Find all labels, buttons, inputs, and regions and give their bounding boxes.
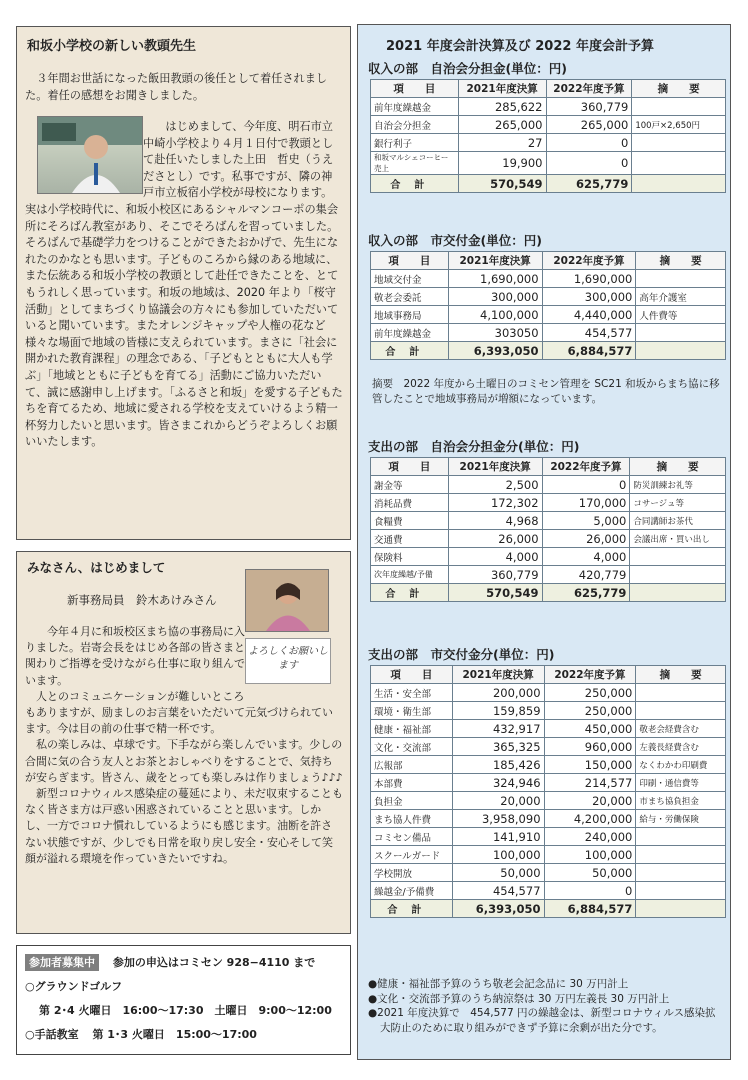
table-cell: 172,302 (448, 494, 542, 512)
principal-body-text: はじめまして、今年度、明石市立中崎小学校より４月１日付で教頭として赴任いたしました上田 哲史（うえださとし）です。私事ですが、隣の神戸市立板宿小学校が母校になります。実は小学校時代に、和坂小校区にあるシャルマンコーポの集会所にそろばん教室があり、そこでそろばんを習っていました。そろばんで基礎学力をつけることができたおかげで、先生になれたのかなとも思います。子どものころから縁のある地域に、また伝統ある和坂小学校の教頭として赴任できたことを、とてもうれしく思っています。和坂の地域は、2020 年より「桜守活動」としてまちづくり協議会の方々にも参加していただいていると聞いています。またオレンジキャップや人権の花など様々な場面で地域の皆様に支えられています。まさに「社会に開かれた教育課程」の理念である、「子どもとともに大人も学ぶ」「地域とともに子どもを育てる」活動にご協力いただいて、誠に感謝申し上げます。「ふるさと和坂」を愛する子どもたちを育てるため、地域に愛される学校を支えていけるよう精一杯努力したいと思います。皆さまこれからどうぞよろしくお願いいたします。 (25, 120, 343, 449)
principal-intro: ３年間お世話になった飯田教頭の後任として着任されました。着任の感想をお聞きしました。 (25, 72, 328, 102)
table-cell: 0 (546, 134, 632, 152)
table-cell: 185,426 (452, 756, 544, 774)
table-cell: 給与・労働保険 (636, 810, 726, 828)
table-cell: 2,500 (448, 476, 542, 494)
table-cell: 4,100,000 (448, 306, 542, 324)
table-cell: 360,779 (448, 566, 542, 584)
table-cell (636, 684, 726, 702)
finance-report (357, 24, 731, 1060)
table-cell (636, 900, 726, 918)
table-row (371, 684, 726, 702)
table-cell (630, 548, 726, 566)
table-cell: 防災訓練お礼等 (630, 476, 726, 494)
table-cell: 高年介護室 (636, 288, 726, 306)
table-cell: 銀行利子 (371, 134, 459, 152)
table-cell: 広報部 (371, 756, 453, 774)
table-row (371, 152, 726, 175)
table-cell: 420,779 (542, 566, 630, 584)
table-cell: 250,000 (544, 702, 636, 720)
table-cell: 100戸×2,650円 (632, 116, 726, 134)
table-row (371, 792, 726, 810)
clerk-title: みなさん、はじめまして (27, 560, 166, 575)
table-cell: 4,000 (542, 548, 630, 566)
table-cell: 26,000 (542, 530, 630, 548)
table-cell: 6,393,050 (448, 342, 542, 360)
table-cell: 4,968 (448, 512, 542, 530)
table-row (371, 810, 726, 828)
clerk-name: 新事務局員 鈴木あけみさん (67, 593, 217, 607)
table-cell (636, 270, 726, 288)
table-cell: 和坂マルシェコーヒー売上 (371, 152, 459, 175)
principal-photo (37, 116, 143, 194)
table-cell (636, 882, 726, 900)
recruit-item: ○手話教室 (25, 1028, 79, 1041)
table-row (371, 306, 726, 324)
table-row (371, 324, 726, 342)
finance-notes (368, 977, 726, 1035)
table-cell: 消耗品費 (371, 494, 449, 512)
table-cell (636, 828, 726, 846)
table-row (371, 98, 726, 116)
expense-city-title: 支出の部 市交付金分(単位：円) (368, 647, 555, 662)
table-header-row: 項 目 2021年度決算 2022年度予算 摘 要 (371, 458, 726, 476)
table-cell: 50,000 (544, 864, 636, 882)
table-row (371, 702, 726, 720)
table-cell (636, 342, 726, 360)
greeting-signature: よろしくお願いします (245, 638, 331, 684)
table-cell: 450,000 (544, 720, 636, 738)
table-cell: 敬老会委託 (371, 288, 449, 306)
table-cell (636, 324, 726, 342)
table-cell: 303050 (448, 324, 542, 342)
recruit-box (16, 945, 351, 1055)
table-cell: 敬老会経費含む (636, 720, 726, 738)
table-row (371, 270, 726, 288)
table-cell: 会議出席・買い出し (630, 530, 726, 548)
table-cell: 合同講師お茶代 (630, 512, 726, 530)
finance-note: ●文化・交流部予算のうち納涼祭は 30 万円左義長 30 万円計上 (368, 992, 670, 1005)
table-cell (630, 584, 726, 602)
recruit-contact: 参加の申込はコミセン 928−4110 まで (112, 956, 316, 969)
table-cell: まち協人件費 (371, 810, 453, 828)
table-cell: 文化・交流部 (371, 738, 453, 756)
table-cell: 432,917 (452, 720, 544, 738)
table-cell: 0 (544, 882, 636, 900)
table-cell (636, 864, 726, 882)
table-cell: 前年度繰越金 (371, 98, 459, 116)
principal-article (16, 26, 351, 540)
table-cell: 159,859 (452, 702, 544, 720)
person-photo-icon (38, 117, 142, 193)
table-header-row: 項 目 2021年度決算 2022年度予算 摘 要 (371, 80, 726, 98)
table-cell: 6,884,577 (542, 342, 636, 360)
table-cell: 19,900 (458, 152, 546, 175)
table-cell: コミセン備品 (371, 828, 453, 846)
table-cell: 1,690,000 (448, 270, 542, 288)
recruit-badge: 参加者募集中 (25, 954, 99, 971)
finance-note: ●2021 年度決算で 454,577 円の繰越金は、新型コロナウィルス感染拡大防止のために取り組みができず予算に余剰が出た分です。 (368, 1007, 716, 1034)
table-cell: 地域事務局 (371, 306, 449, 324)
table-cell: 150,000 (544, 756, 636, 774)
table-cell: 250,000 (544, 684, 636, 702)
table-row (371, 566, 726, 584)
table-cell: 454,577 (452, 882, 544, 900)
table-cell: コサージュ等 (630, 494, 726, 512)
principal-title: 和坂小学校の新しい教頭先生 (27, 39, 197, 54)
table-cell: 214,577 (544, 774, 636, 792)
table-cell: 4,200,000 (544, 810, 636, 828)
table-cell: 625,779 (546, 175, 632, 193)
table-cell: 570,549 (458, 175, 546, 193)
table-cell (632, 152, 726, 175)
table-cell: 保険料 (371, 548, 449, 566)
table-cell: 100,000 (544, 846, 636, 864)
income-jichikai-table (370, 79, 726, 193)
table-cell: 学校開放 (371, 864, 453, 882)
table-row (371, 476, 726, 494)
table-cell: 285,622 (458, 98, 546, 116)
table-cell: 6,884,577 (544, 900, 636, 918)
table-cell: 人件費等 (636, 306, 726, 324)
table-cell: 謝金等 (371, 476, 449, 494)
table-row (371, 738, 726, 756)
finance-title: 2021 年度会計決算及び 2022 年度会計予算 (386, 39, 654, 54)
recruit-schedule: 第 1･3 火曜日 15:00〜17:00 (92, 1028, 257, 1041)
table-cell: 26,000 (448, 530, 542, 548)
table-cell: 合計 (371, 900, 453, 918)
table-header-row: 項 目 2021年度決算 2022年度予算 摘 要 (371, 252, 726, 270)
table-cell: 300,000 (542, 288, 636, 306)
income-city-summary: 摘要 2022 年度から土曜日のコミセン管理を SC21 和坂からまち協に移管したことで地域事務局が増額になっています。 (372, 378, 720, 405)
expense-jichikai-table (370, 457, 726, 602)
table-cell: 食糧費 (371, 512, 449, 530)
table-cell: 324,946 (452, 774, 544, 792)
table-row (371, 288, 726, 306)
table-cell: 20,000 (544, 792, 636, 810)
table-cell: 地域交付金 (371, 270, 449, 288)
table-cell: 4,440,000 (542, 306, 636, 324)
table-cell: 265,000 (546, 116, 632, 134)
table-cell: 141,910 (452, 828, 544, 846)
recruit-item: ○グラウンドゴルフ (25, 980, 123, 993)
table-total-row (371, 584, 726, 602)
expense-jichikai-title: 支出の部 自治会分担金分(単位：円) (368, 439, 580, 454)
table-row (371, 774, 726, 792)
table-cell: 0 (542, 476, 630, 494)
table-cell: 20,000 (452, 792, 544, 810)
table-cell: 繰越金/予備費 (371, 882, 453, 900)
table-cell: 625,779 (542, 584, 630, 602)
table-cell: 200,000 (452, 684, 544, 702)
table-cell: 960,000 (544, 738, 636, 756)
table-row (371, 882, 726, 900)
table-row (371, 864, 726, 882)
table-cell: 左義長経費含む (636, 738, 726, 756)
table-cell: 合計 (371, 584, 449, 602)
table-total-row (371, 900, 726, 918)
table-cell: 265,000 (458, 116, 546, 134)
table-cell: 交通費 (371, 530, 449, 548)
table-cell: 454,577 (542, 324, 636, 342)
table-row (371, 548, 726, 566)
table-total-row (371, 342, 726, 360)
table-cell: 市まち協負担金 (636, 792, 726, 810)
table-cell: 570,549 (448, 584, 542, 602)
table-cell: 170,000 (542, 494, 630, 512)
income-city-title: 収入の部 市交付金(単位：円) (368, 233, 542, 248)
table-cell: 印刷・通信費等 (636, 774, 726, 792)
table-cell: 100,000 (452, 846, 544, 864)
table-row (371, 116, 726, 134)
income-city-table (370, 251, 726, 360)
table-cell (632, 134, 726, 152)
table-row (371, 134, 726, 152)
table-cell: 360,779 (546, 98, 632, 116)
table-cell: 環境・衛生部 (371, 702, 453, 720)
table-cell: 自治会分担金 (371, 116, 459, 134)
table-row (371, 530, 726, 548)
table-row (371, 512, 726, 530)
table-cell: 本部費 (371, 774, 453, 792)
table-cell: 5,000 (542, 512, 630, 530)
table-cell (630, 566, 726, 584)
recruit-schedule: 第 2･4 火曜日 16:00〜17:30 土曜日 9:00〜12:00 (39, 1004, 332, 1017)
table-cell: 27 (458, 134, 546, 152)
table-cell: 0 (546, 152, 632, 175)
table-cell: 365,325 (452, 738, 544, 756)
table-total-row (371, 175, 726, 193)
income-jichikai-title: 収入の部 自治会分担金(単位：円) (368, 61, 567, 76)
table-cell (632, 98, 726, 116)
table-header-row: 項 目 2021年度決算 2022年度予算 摘 要 (371, 666, 726, 684)
table-row (371, 720, 726, 738)
table-row (371, 494, 726, 512)
expense-city-table (370, 665, 726, 918)
table-cell: 3,958,090 (452, 810, 544, 828)
table-cell: 合計 (371, 175, 459, 193)
table-cell: 50,000 (452, 864, 544, 882)
table-row (371, 756, 726, 774)
table-cell: 6,393,050 (452, 900, 544, 918)
finance-note: ●健康・福祉部予算のうち敬老会記念品に 30 万円計上 (368, 978, 629, 990)
table-cell: 負担金 (371, 792, 453, 810)
table-row (371, 846, 726, 864)
table-cell: 300,000 (448, 288, 542, 306)
table-cell: 240,000 (544, 828, 636, 846)
table-cell: なくわかわ印刷費 (636, 756, 726, 774)
table-cell: 4,000 (448, 548, 542, 566)
table-cell (632, 175, 726, 193)
table-cell (636, 846, 726, 864)
table-cell: 健康・福祉部 (371, 720, 453, 738)
table-cell: 1,690,000 (542, 270, 636, 288)
table-cell: スクールガード (371, 846, 453, 864)
table-cell: 前年度繰越金 (371, 324, 449, 342)
table-cell: 生活・安全部 (371, 684, 453, 702)
table-cell: 合計 (371, 342, 449, 360)
table-cell (636, 702, 726, 720)
table-cell: 次年度繰越/予備 (371, 566, 449, 584)
person-photo-icon (246, 570, 328, 631)
clerk-photo (245, 569, 329, 632)
clerk-body: 今年４月に和坂校区まち協の事務局に入りました。岩寄会長をはじめ各部の皆さまと関わりご指導を受けながら仕事に取り組んでいます。 人とのコミュニケーションが難しいところもありますが、励ましのお言葉をいただいて元気づけられています。今は目の前の仕事で精一杯です。 私の楽しみは、卓球です。下手ながら楽しんでいます。少しの合間に気の合う友人とお茶とおしゃべりをすることで、気持ちが安らぎます。皆さん、歳をとっても楽しみは作りましょう♪♪♪ 新型コロナウィルス感染症の蔓延により、未だ収束することもなく皆さま方は戸惑い困惑されていることと思います。しかし、一方でコロナ慣れしているようにも感じます。油断を許さない状態ですが、少しでも日常を取り戻し安全・安心そして笑顔が溢れる環境を作っていきたいですね。 (25, 625, 344, 865)
table-row (371, 828, 726, 846)
